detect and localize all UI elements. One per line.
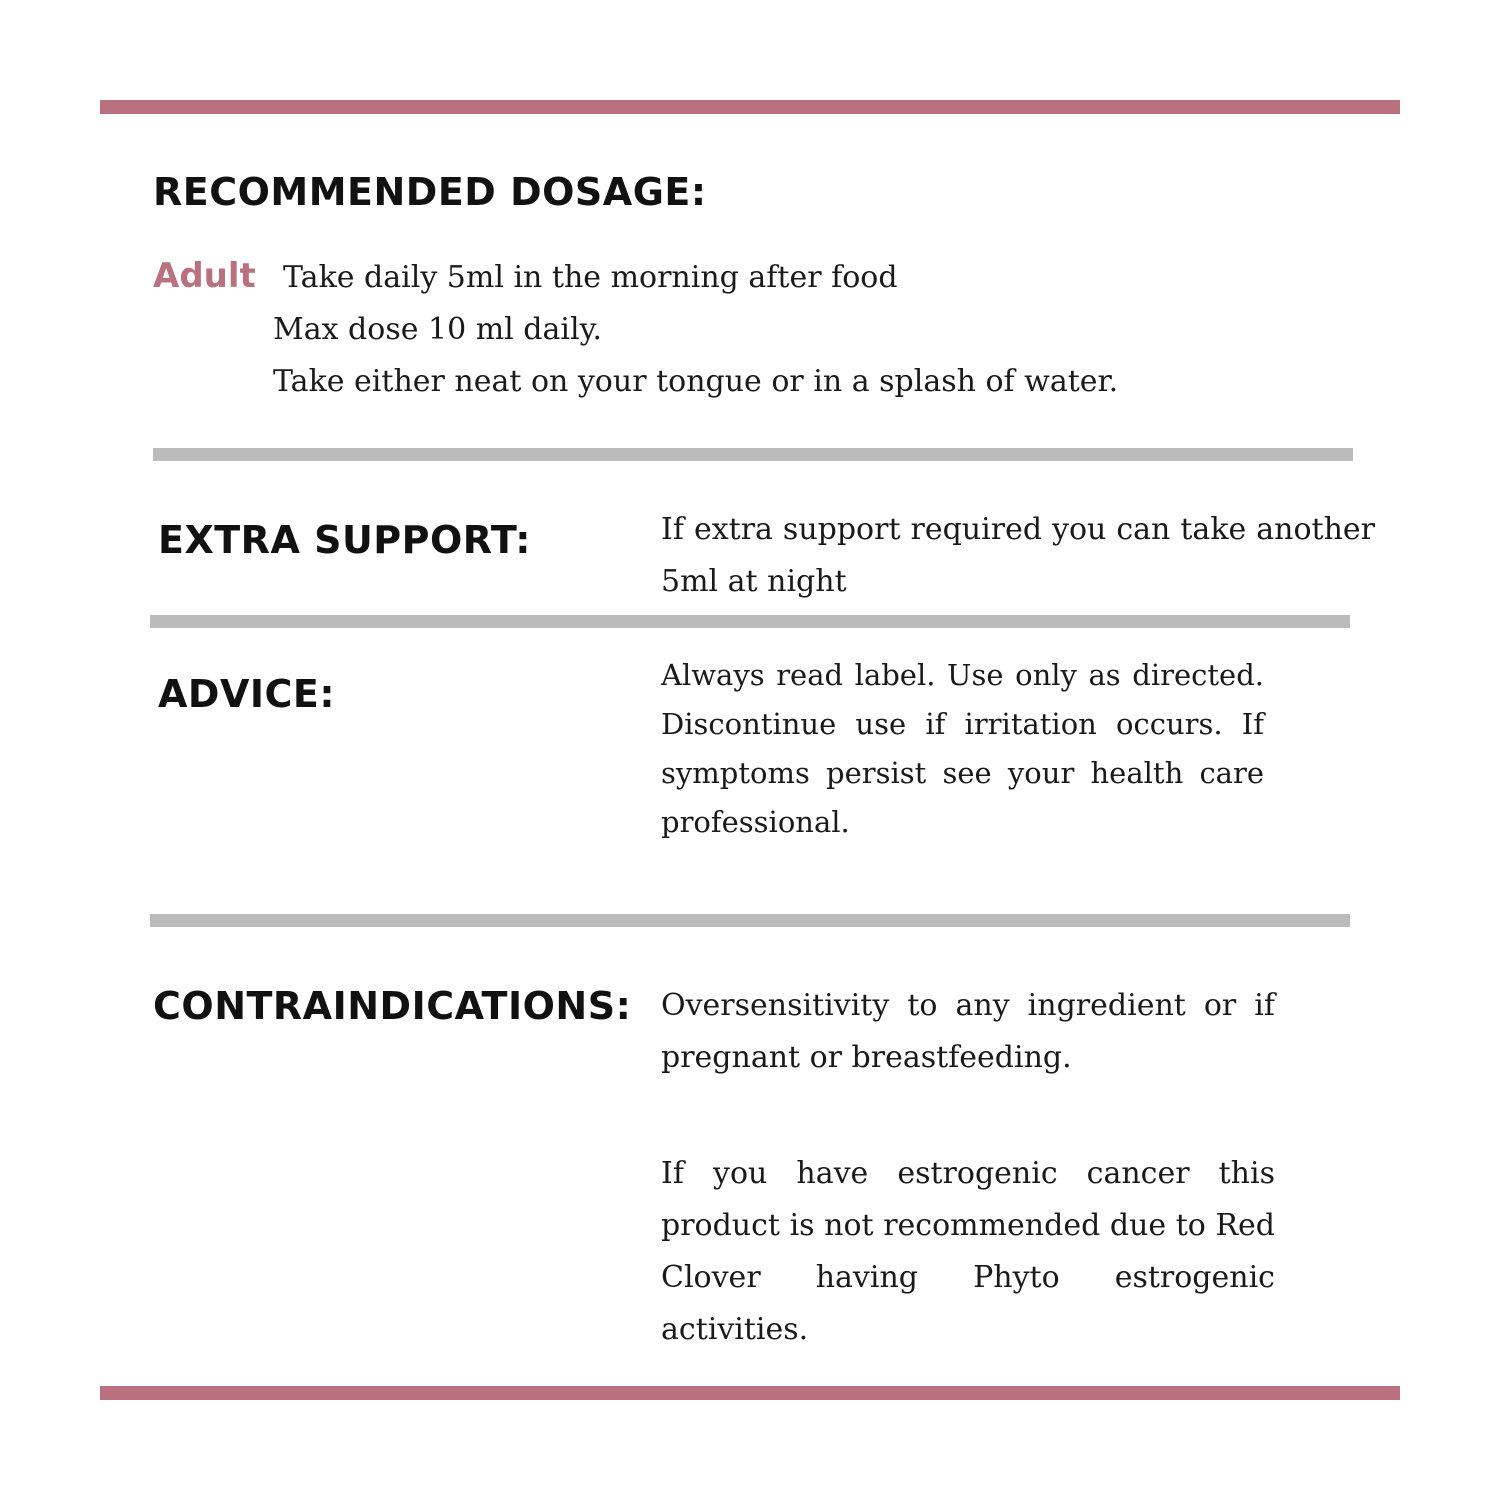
contraindications-heading: CONTRAINDICATIONS: [153, 984, 632, 1028]
section-divider [150, 914, 1350, 927]
adult-label: Adult [153, 256, 256, 296]
section-divider [153, 448, 1353, 461]
dosage-line-1: Take daily 5ml in the morning after food [283, 260, 898, 295]
top-divider [100, 100, 1400, 114]
advice-text: Always read label. Use only as directed. Discontinue use if irritation occurs. If symptoms persist see your health care professional. [661, 658, 1264, 839]
bottom-divider [100, 1386, 1400, 1400]
contraindications-paragraph-1: Oversensitivity to any ingredient or if pregnant or breastfeeding. [661, 988, 1275, 1075]
dosage-line-3: Take either neat on your tongue or in a splash of water. [273, 364, 1119, 399]
extra-support-heading: EXTRA SUPPORT: [158, 518, 531, 562]
section-divider [150, 615, 1350, 628]
extra-support-text: If extra support required you can take another 5ml at night [661, 512, 1375, 599]
dosage-line-2: Max dose 10 ml daily. [273, 312, 603, 347]
advice-heading: ADVICE: [158, 672, 336, 716]
dosage-heading: RECOMMENDED DOSAGE: [153, 170, 707, 214]
contraindications-paragraph-2: If you have estrogenic cancer this product is not recommended due to Red Clover having Phyto estrogenic activities. [661, 1156, 1275, 1347]
